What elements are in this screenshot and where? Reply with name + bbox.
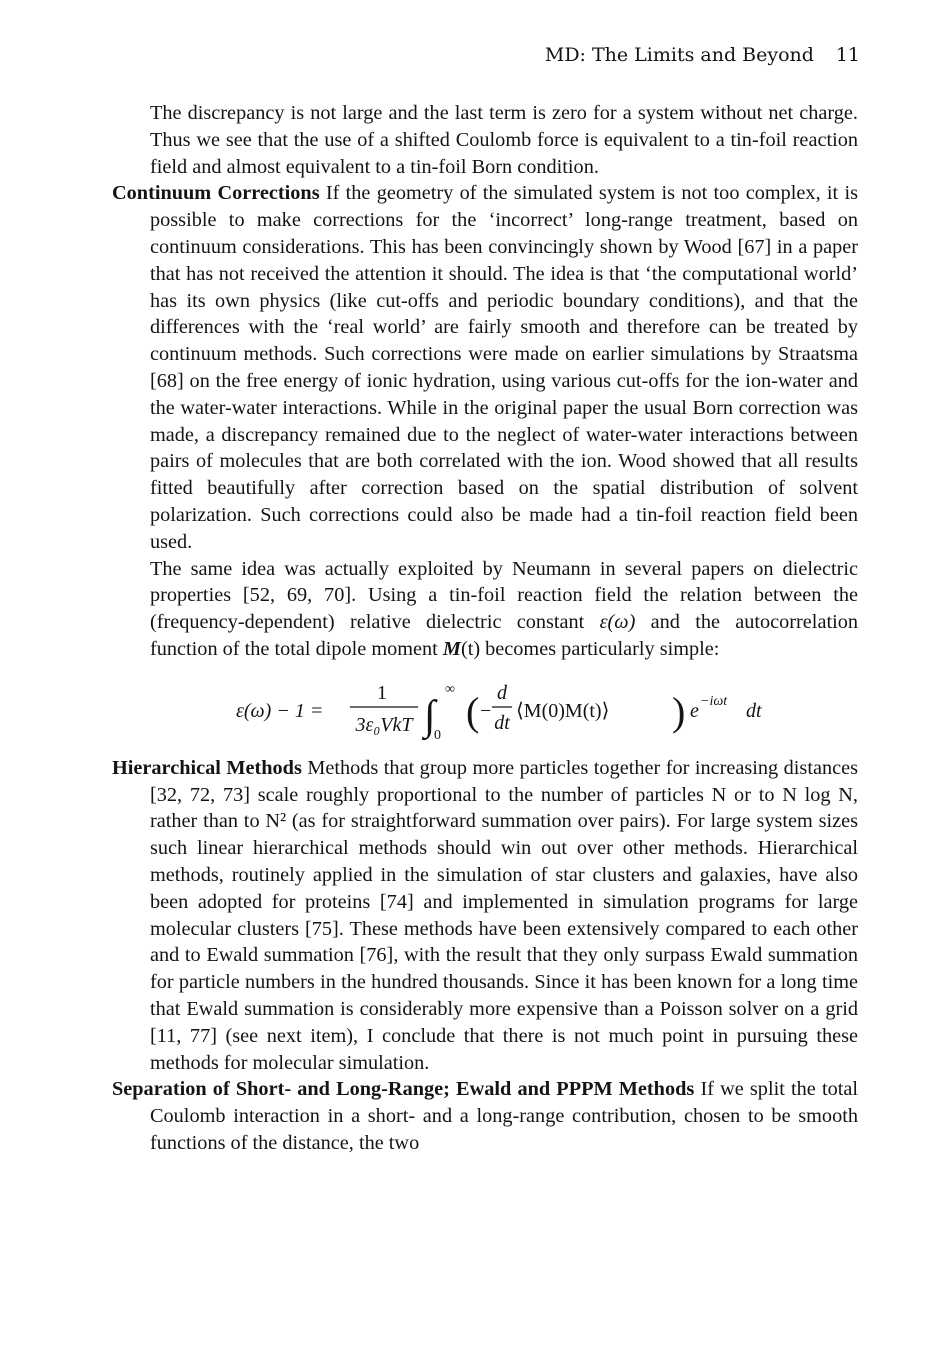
page-number: 11 (835, 44, 860, 66)
left-paren: ( (466, 688, 480, 734)
hierarchical-methods-text: Methods that group more particles together for increasing distances [32, 72, 73] scale roughly proportional to the number of particles N or to N log N, rather than to N² (as for straightforward summation over pairs). For large system sizes such linear hierarchical methods should win out over other methods. Hierarchical methods, routinely applied in the simulation of star clusters and galaxies, have also been adopted for proteins [74] and implemented in simulation programs for large molecular clusters [75]. These methods have been extensively compared to each other and to Ewald summation [76], with the result that they only surpass Ewald summation for particle numbers in the hundred thousands. Since it has been known for a long time that Ewald summation is considerably more expensive than a Poisson solver on a grid [11, 77] (see next item), I conclude that there is not much point in pursuing these methods for molecular simulation. (150, 756, 858, 1074)
neumann-text-a: The same idea was actually exploited by Neumann in several papers on dielectric properties [52, 69, 70]. Using a tin-foil reaction field the relation between the (frequency-dependent) relative dielectric constant (150, 557, 858, 634)
dielectric-equation (112, 669, 858, 747)
dipole-symbol: M (442, 637, 461, 660)
neumann-text-b: and the autocorrelation function of the total dipole moment (150, 611, 858, 660)
hierarchical-methods-item (112, 755, 858, 1077)
integral-upper-limit: ∞ (445, 681, 455, 697)
page-body (112, 100, 858, 1157)
continuation-paragraph: The discrepancy is not large and the last term is zero for a system without net charge. Thus we see that the use of a shifted Coulomb force is equivalent to a tin-foil reaction field and almost equivalent to a tin-foil Born condition. (150, 102, 858, 178)
continuum-corrections-item (112, 180, 858, 555)
separation-item (112, 1076, 858, 1156)
continuum-corrections-text: If the geometry of the simulated system is not too complex, it is possible to make corrections for the ‘incorrect’ long-range treatment, based on continuum considerations. This has been convincingly shown by Wood [67] in a paper that has not received the attention it should. The idea is that ‘the computational world’ has its own physics (like cut-offs and periodic boundary conditions), and that the differences with the ‘real world’ are fairly smooth and therefore can be treated by continuum methods. Such corrections were made on earlier simulations by Straatsma [68] on the free energy of ionic hydration, using various cut-offs for the ion-water and the water-water interactions. While in the original paper the usual Born correction was made, a discrepancy remained due to the neglect of water-water interactions between pairs of molecules that are both correlated with the ion. Wood showed that all results fitted beautifully after correction based on the spatial distribution of solvent polarization. Such corrections could also be made had a tin-foil reaction field been used. (150, 182, 858, 553)
equation-fraction-denominator: 3ε₀VkT (355, 713, 413, 736)
separation-text: If we split the total Coulomb interaction in a short- and a long-range contribution, chosen to be smooth functions of the distance, the two (150, 1078, 858, 1154)
integral-lower-limit: 0 (434, 727, 441, 743)
running-title: MD: The Limits and Beyond (544, 44, 814, 66)
derivative-denominator: dt (494, 711, 510, 734)
integral-sign: ∫ (424, 692, 436, 739)
equation-fraction-numerator: 1 (377, 681, 387, 704)
exponential-base: e (690, 699, 699, 722)
separation-term: Separation of Short- and Long-Range; Ewald and PPPM Methods (112, 1078, 695, 1101)
continuum-corrections-term: Continuum Corrections (112, 182, 320, 205)
epsilon-omega: ε(ω) (599, 611, 636, 634)
equation-lhs: ε(ω) − 1 = (236, 699, 324, 722)
autocorrelation-bracket: ⟨M(0)M(t)⟩ (516, 699, 610, 722)
neumann-text-c: (t) becomes particularly simple: (460, 637, 720, 660)
equation-dt: dt (746, 699, 762, 722)
hierarchical-methods-term: Hierarchical Methods (112, 756, 302, 779)
derivative-numerator: d (497, 681, 507, 704)
right-paren: ) (672, 688, 686, 734)
minus-sign: − (480, 699, 492, 722)
neumann-paragraph (112, 556, 858, 663)
running-header (0, 42, 860, 69)
exponential-exponent: −iωt (700, 693, 728, 709)
